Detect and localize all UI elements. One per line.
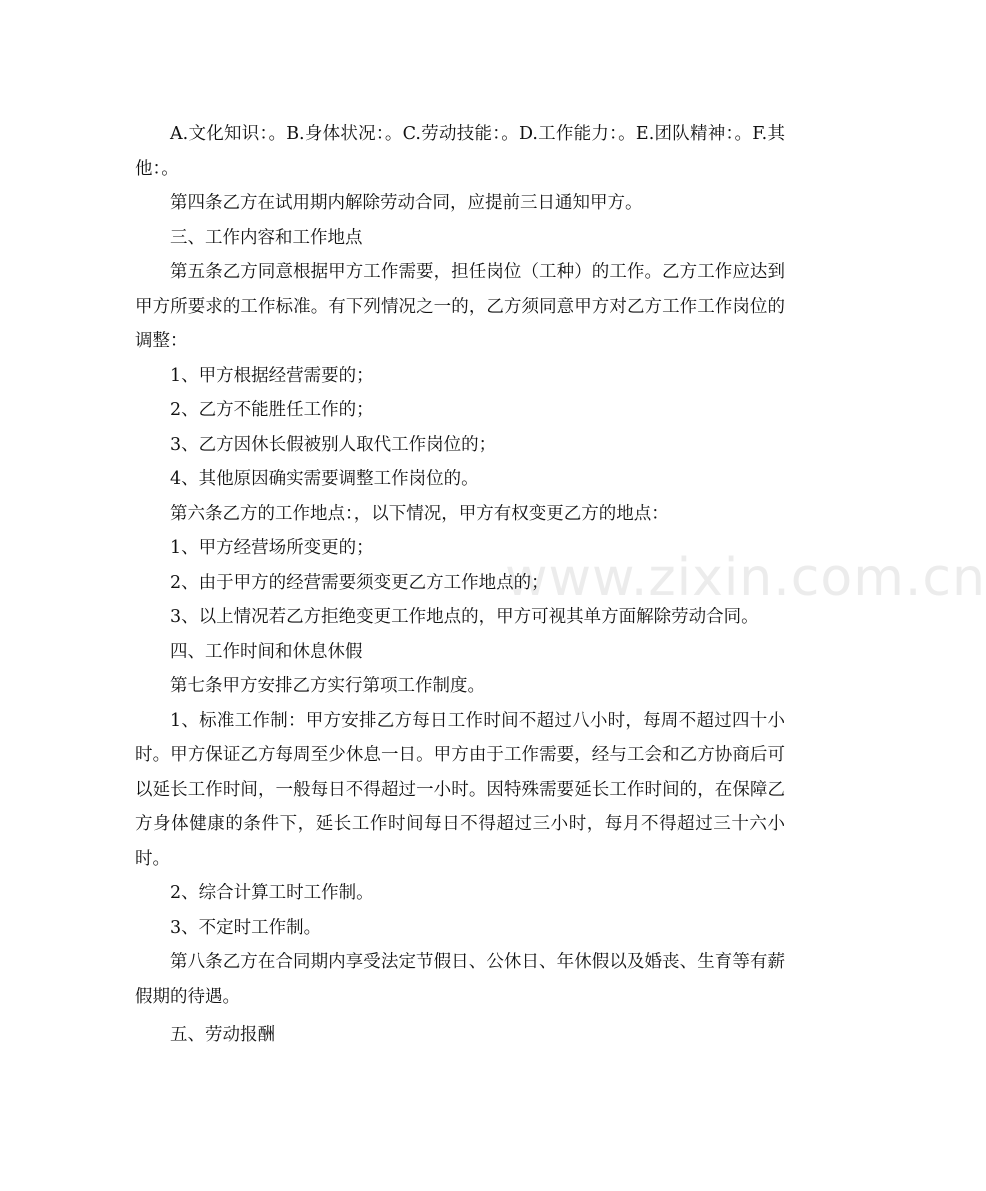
document-body xyxy=(135,117,785,1053)
paragraph-article-4: 第四条乙方在试用期内解除劳动合同，应提前三日通知甲方。 xyxy=(170,193,643,213)
paragraph-article-8: 第八条乙方在合同期内享受法定节假日、公休日、年休假以及婚丧、生育等有薪假期的待遇。 xyxy=(135,952,785,1007)
section-heading-3: 三、工作内容和工作地点 xyxy=(170,227,363,248)
section-heading-4: 四、工作时间和休息休假 xyxy=(170,641,363,662)
list-item: 4、其他原因确实需要调整工作岗位的。 xyxy=(170,469,479,489)
watermark: www.zixin.com.cn xyxy=(505,548,986,608)
list-item: 3、不定时工作制。 xyxy=(170,917,322,938)
paragraph-article-7: 第七条甲方安排乙方实行第项工作制度。 xyxy=(170,676,485,696)
list-item: 3、乙方因休长假被别人取代工作岗位的； xyxy=(170,434,497,455)
paragraph-article-6: 第六条乙方的工作地点：，以下情况，甲方有权变更乙方的地点： xyxy=(170,503,669,524)
list-item: 2、乙方不能胜任工作的； xyxy=(170,400,374,420)
list-item: 1、标准工作制：甲方安排乙方每日工作时间不超过八小时，每周不超过四十小时。甲方保证乙方每周至少休息一日。甲方由于工作需要，经与工会和乙方协商后可以延长工作时间，一般每日不得超过一小时。因特殊需要延长工作时间的，在保障乙方身体健康的条件下，延长工作时间每日不得超过三小时，每月不得超过三十六小时。 xyxy=(135,710,785,869)
list-item: 1、甲方经营场所变更的； xyxy=(170,538,374,558)
paragraph-qualifications: A.文化知识：。B.身体状况：。C.劳动技能：。D.工作能力：。E.团队精神：。F.其他：。 xyxy=(135,124,785,179)
section-heading-5: 五、劳动报酬 xyxy=(170,1025,275,1045)
paragraph-article-5: 第五条乙方同意根据甲方工作需要，担任岗位（工种）的工作。乙方工作应达到甲方所要求的工作标准。有下列情况之一的，乙方须同意甲方对乙方工作工作岗位的调整： xyxy=(135,262,785,351)
list-item: 3、以上情况若乙方拒绝变更工作地点的，甲方可视其单方面解除劳动合同。 xyxy=(170,607,759,627)
list-item: 1、甲方根据经营需要的； xyxy=(170,365,374,386)
list-item: 2、由于甲方的经营需要须变更乙方工作地点的； xyxy=(170,572,549,593)
list-item: 2、综合计算工时工作制。 xyxy=(170,883,374,903)
